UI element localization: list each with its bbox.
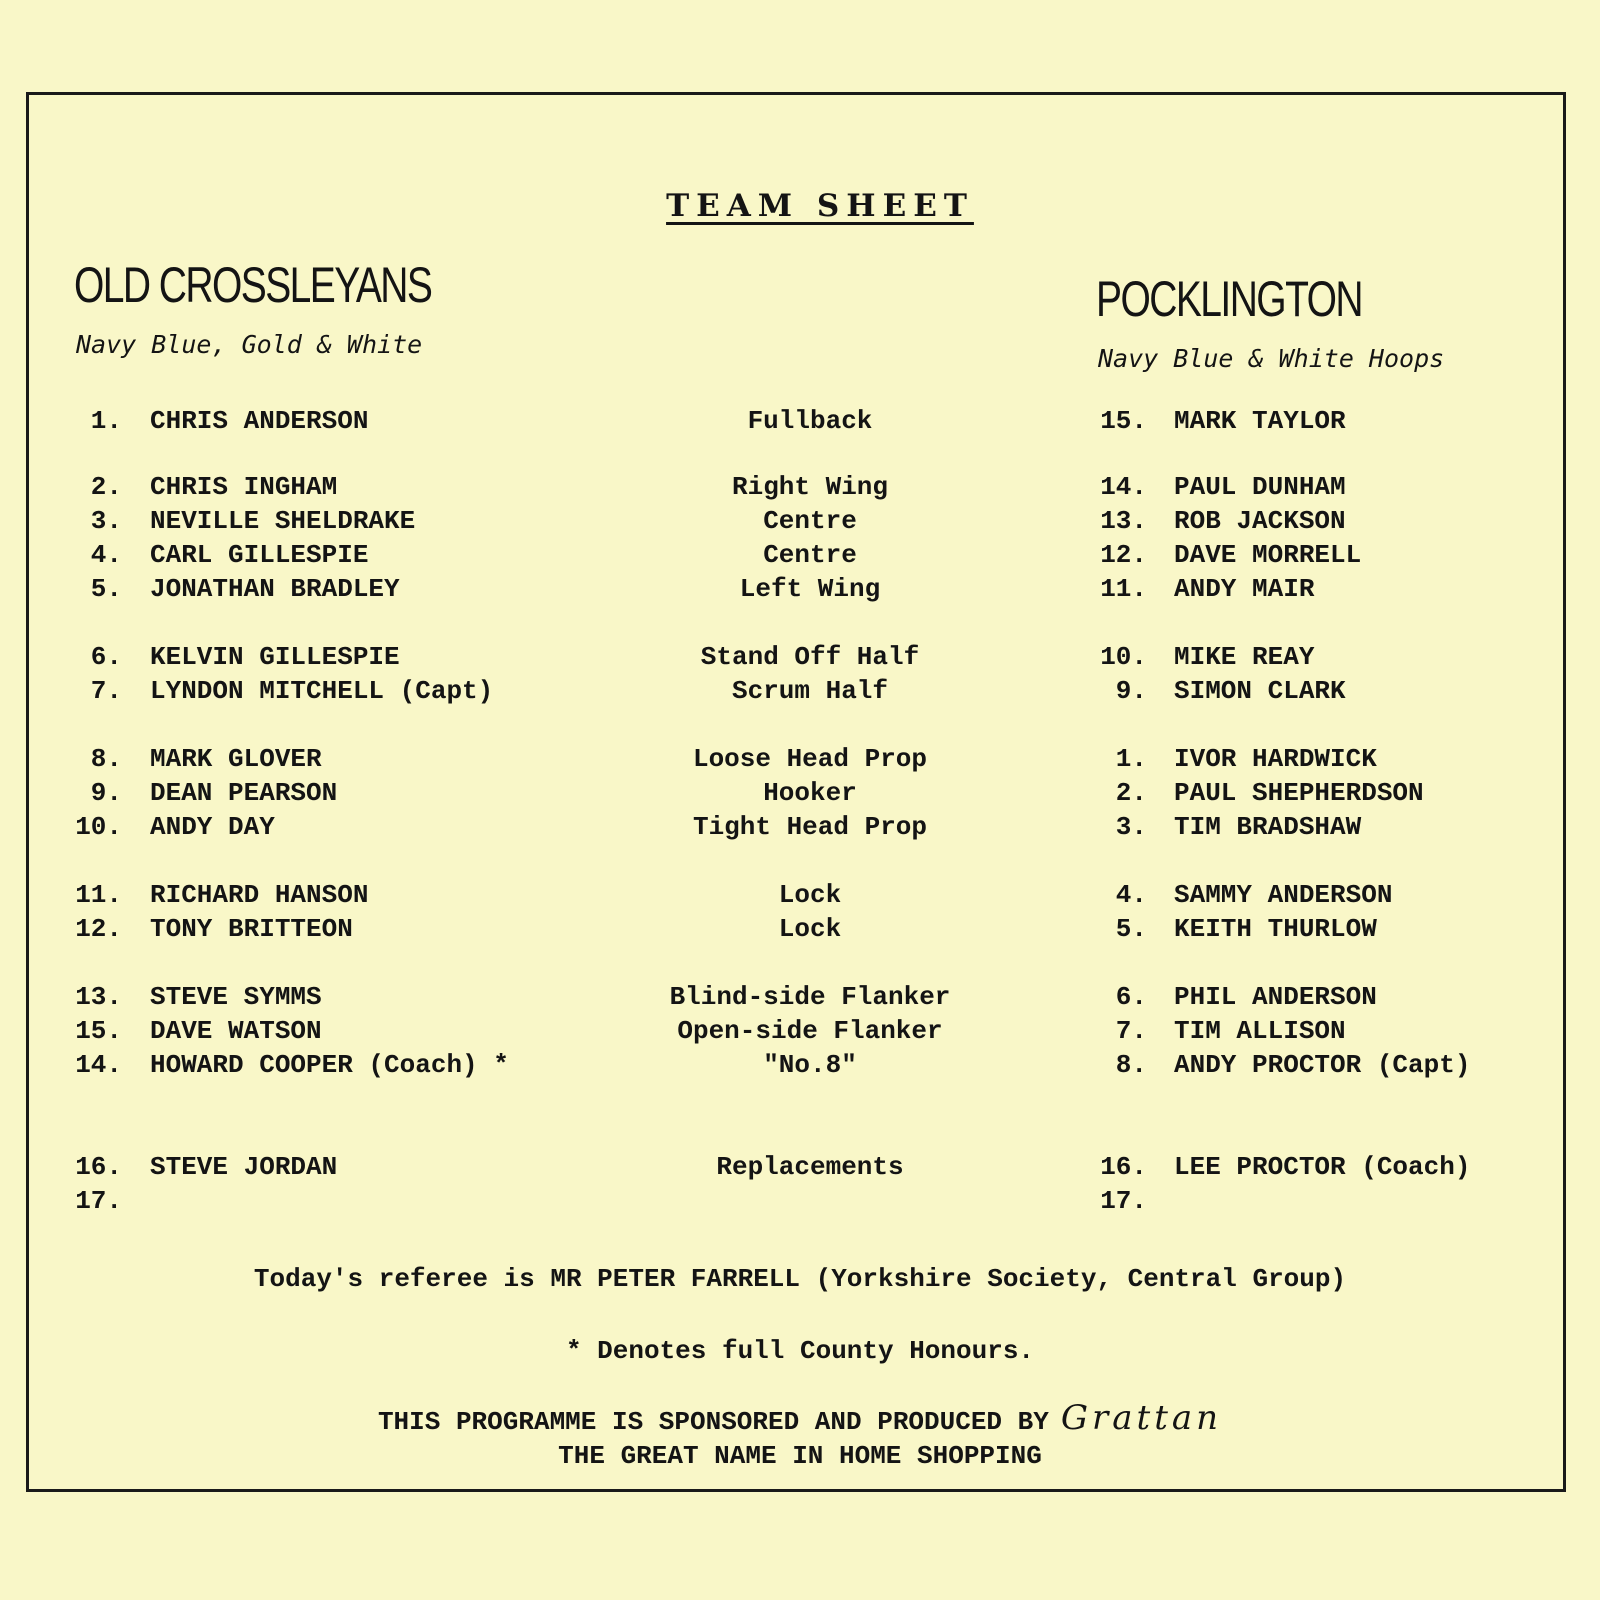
lineup-row xyxy=(0,574,1600,608)
position-label: Lock xyxy=(778,914,842,944)
page-title: TEAM SHEET xyxy=(666,188,974,224)
lineup-row xyxy=(0,676,1600,710)
home-player-name: LYNDON MITCHELL (Capt) xyxy=(150,676,494,706)
home-player-name: CHRIS INGHAM xyxy=(150,472,338,502)
lineup-row xyxy=(0,1016,1600,1050)
lineup-row xyxy=(0,982,1600,1016)
position-label: Stand Off Half xyxy=(700,642,920,672)
sponsor-tagline: THE GREAT NAME IN HOME SHOPPING xyxy=(558,1441,1042,1471)
position-label: Lock xyxy=(778,880,842,910)
lineup-row xyxy=(0,506,1600,540)
away-player-name: TIM BRADSHAW xyxy=(1174,812,1362,842)
home-player-number: 16. xyxy=(75,1152,122,1182)
away-player-number: 6. xyxy=(1115,982,1147,1012)
home-player-name: KELVIN GILLESPIE xyxy=(150,642,400,672)
home-player-number: 8. xyxy=(90,744,122,774)
home-player-name: RICHARD HANSON xyxy=(150,880,369,910)
away-player-number: 16. xyxy=(1100,1152,1147,1182)
away-player-name: SAMMY ANDERSON xyxy=(1174,880,1393,910)
position-label: Fullback xyxy=(747,406,873,436)
home-player-number: 17. xyxy=(75,1186,122,1216)
away-player-number: 2. xyxy=(1115,778,1147,808)
home-player-name: DEAN PEARSON xyxy=(150,778,338,808)
home-player-name: CHRIS ANDERSON xyxy=(150,406,369,436)
home-player-name: STEVE SYMMS xyxy=(150,982,322,1012)
home-player-number: 11. xyxy=(75,880,122,910)
home-player-name: JONATHAN BRADLEY xyxy=(150,574,400,604)
lineup-row xyxy=(0,812,1600,846)
home-player-name: HOWARD COOPER (Coach) * xyxy=(150,1050,509,1080)
home-player-name: CARL GILLESPIE xyxy=(150,540,369,570)
home-player-name: TONY BRITTEON xyxy=(150,914,353,944)
away-player-number: 1. xyxy=(1115,744,1147,774)
position-label: Centre xyxy=(763,540,857,570)
position-label: Replacements xyxy=(716,1152,904,1182)
away-player-name: ANDY PROCTOR (Capt) xyxy=(1174,1050,1471,1080)
home-player-number: 12. xyxy=(75,914,122,944)
away-player-number: 8. xyxy=(1115,1050,1147,1080)
home-player-name: STEVE JORDAN xyxy=(150,1152,338,1182)
away-player-number: 15. xyxy=(1100,406,1147,436)
away-player-number: 3. xyxy=(1115,812,1147,842)
away-player-name: SIMON CLARK xyxy=(1174,676,1346,706)
home-player-name: DAVE WATSON xyxy=(150,1016,322,1046)
away-player-number: 4. xyxy=(1115,880,1147,910)
lineup-row xyxy=(0,880,1600,914)
home-player-number: 3. xyxy=(90,506,122,536)
position-label: Right Wing xyxy=(731,472,889,502)
lineup-row xyxy=(0,642,1600,676)
away-player-name: KEITH THURLOW xyxy=(1174,914,1377,944)
home-player-number: 6. xyxy=(90,642,122,672)
home-player-number: 13. xyxy=(75,982,122,1012)
away-player-number: 14. xyxy=(1100,472,1147,502)
grattan-logo: Grattan xyxy=(1060,1398,1223,1438)
home-player-number: 2. xyxy=(90,472,122,502)
away-player-name: ROB JACKSON xyxy=(1174,506,1346,536)
away-player-number: 5. xyxy=(1115,914,1147,944)
away-player-number: 9. xyxy=(1115,676,1147,706)
away-player-name: MARK TAYLOR xyxy=(1174,406,1346,436)
away-player-name: DAVE MORRELL xyxy=(1174,540,1362,570)
away-team-colours: Navy Blue & White Hoops xyxy=(1098,344,1445,373)
home-player-name: MARK GLOVER xyxy=(150,744,322,774)
position-label: "No.8" xyxy=(763,1050,857,1080)
position-label: Centre xyxy=(763,506,857,536)
away-player-name: MIKE REAY xyxy=(1174,642,1315,672)
away-player-name: IVOR HARDWICK xyxy=(1174,744,1377,774)
away-player-name: ANDY MAIR xyxy=(1174,574,1315,604)
referee-note: Today's referee is MR PETER FARRELL (Yorkshire Society, Central Group) xyxy=(253,1264,1347,1294)
lineup-row xyxy=(0,1186,1600,1220)
away-player-number: 13. xyxy=(1100,506,1147,536)
home-player-number: 15. xyxy=(75,1016,122,1046)
position-label: Loose Head Prop xyxy=(692,744,928,774)
away-player-name: TIM ALLISON xyxy=(1174,1016,1346,1046)
sponsor-line xyxy=(0,1400,1600,1440)
position-label: Left Wing xyxy=(739,574,881,604)
lineup-row xyxy=(0,1050,1600,1084)
lineup-row xyxy=(0,540,1600,574)
home-player-number: 14. xyxy=(75,1050,122,1080)
away-player-number: 12. xyxy=(1100,540,1147,570)
position-label: Open-side Flanker xyxy=(677,1016,943,1046)
position-label: Tight Head Prop xyxy=(692,812,928,842)
position-label: Blind-side Flanker xyxy=(669,982,951,1012)
home-player-number: 10. xyxy=(75,812,122,842)
home-player-number: 5. xyxy=(90,574,122,604)
sponsor-text: THIS PROGRAMME IS SPONSORED AND PRODUCED BY xyxy=(377,1407,1049,1437)
lineup-row xyxy=(0,472,1600,506)
away-player-name: PAUL SHEPHERDSON xyxy=(1174,778,1424,808)
position-label: Hooker xyxy=(763,778,857,808)
away-player-name: LEE PROCTOR (Coach) xyxy=(1174,1152,1471,1182)
home-player-number: 1. xyxy=(90,406,122,436)
home-player-name: ANDY DAY xyxy=(150,812,275,842)
away-player-number: 11. xyxy=(1100,574,1147,604)
away-team-name: POCKLINGTON xyxy=(1096,271,1363,327)
away-player-number: 7. xyxy=(1115,1016,1147,1046)
home-player-number: 7. xyxy=(90,676,122,706)
away-player-number: 17. xyxy=(1100,1186,1147,1216)
lineup-row xyxy=(0,744,1600,778)
home-player-name: NEVILLE SHELDRAKE xyxy=(150,506,416,536)
lineup-row xyxy=(0,406,1600,440)
lineup-row xyxy=(0,914,1600,948)
position-label: Scrum Half xyxy=(731,676,889,706)
home-team-colours: Navy Blue, Gold & White xyxy=(76,330,423,359)
lineup-row xyxy=(0,1152,1600,1186)
away-player-name: PHIL ANDERSON xyxy=(1174,982,1377,1012)
honours-note: * Denotes full County Honours. xyxy=(565,1336,1035,1366)
home-player-number: 9. xyxy=(90,778,122,808)
home-player-number: 4. xyxy=(90,540,122,570)
away-player-name: PAUL DUNHAM xyxy=(1174,472,1346,502)
lineup-row xyxy=(0,778,1600,812)
home-team-name: OLD CROSSLEYANS xyxy=(74,257,432,313)
away-player-number: 10. xyxy=(1100,642,1147,672)
